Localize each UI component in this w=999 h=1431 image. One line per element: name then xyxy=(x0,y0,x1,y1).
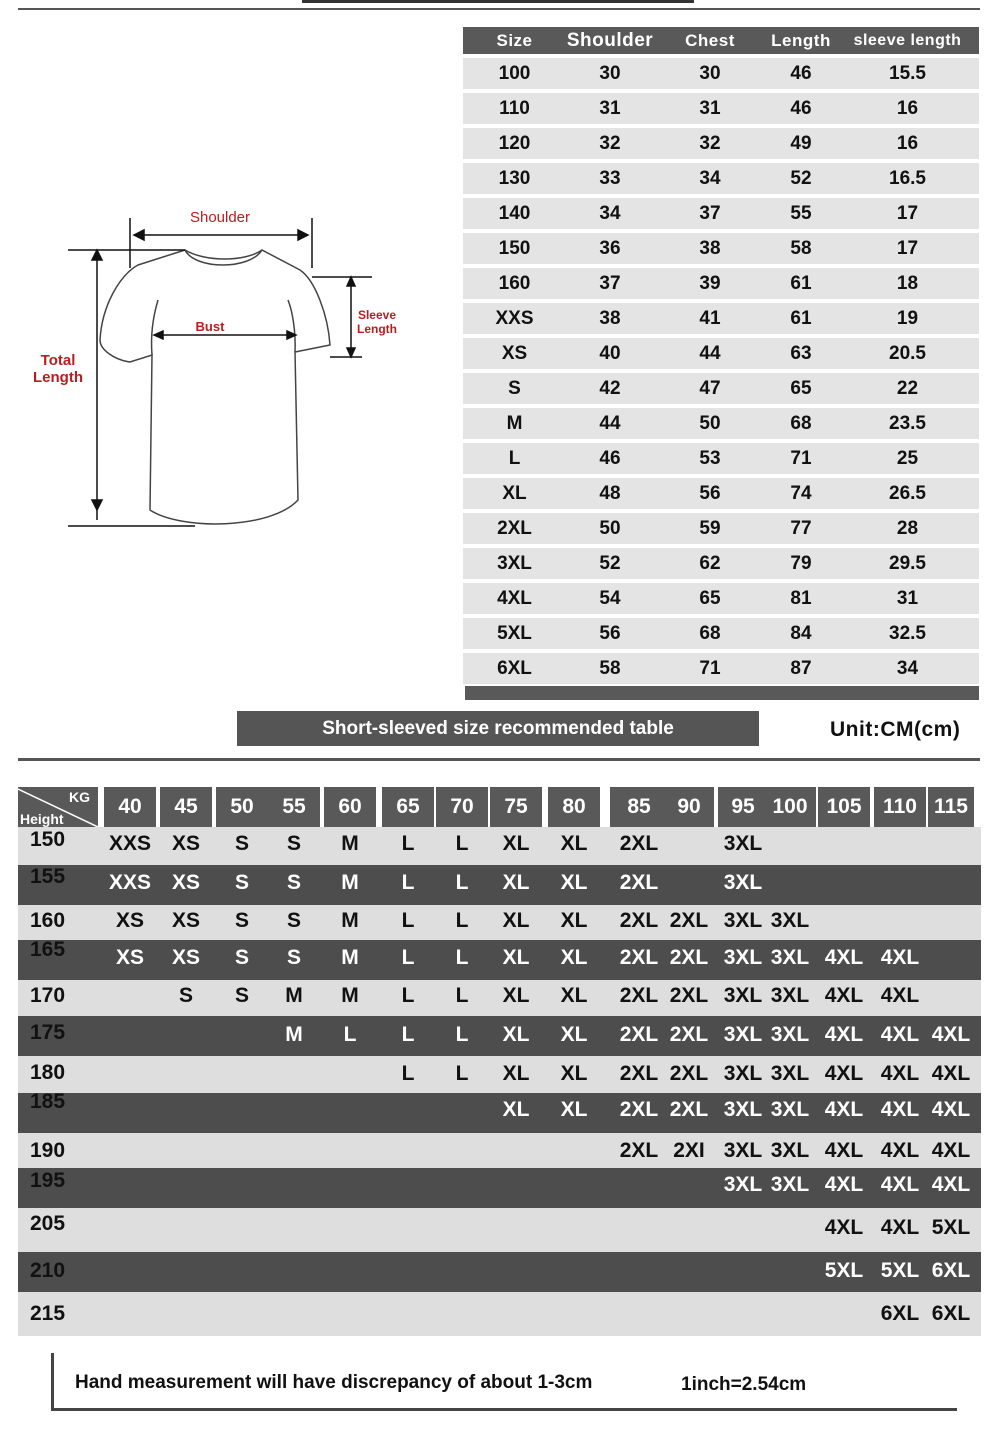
recommended-size: XS xyxy=(171,832,200,855)
recommended-size: XS xyxy=(171,909,200,932)
recommended-size: 4XL xyxy=(824,1098,864,1121)
recommended-size: L xyxy=(455,1062,469,1085)
recommended-size: M xyxy=(341,984,359,1007)
size-table-row xyxy=(463,163,979,198)
recommended-size: 2XL xyxy=(619,1098,659,1121)
size-table-cell: 79 xyxy=(790,552,812,574)
recommended-size: S xyxy=(286,946,301,969)
height-value: 165 xyxy=(30,938,66,961)
size-table-cell: 38 xyxy=(699,237,721,259)
note-bracket-horizontal xyxy=(51,1408,957,1411)
size-table-cell: XS xyxy=(501,342,528,364)
recommended-size: XL xyxy=(560,984,588,1007)
size-table-cell: 34 xyxy=(699,167,721,189)
recommended-size: XS xyxy=(115,909,144,932)
recommended-size: 2XL xyxy=(619,1062,659,1085)
height-value: 175 xyxy=(30,1021,66,1044)
recommended-size: 4XL xyxy=(880,946,920,969)
recommended-size: 2XL xyxy=(619,1139,659,1162)
size-table-cell: 50 xyxy=(699,412,721,434)
mid-divider xyxy=(18,758,980,761)
size-table-cell: 20.5 xyxy=(889,342,926,364)
recommend-row xyxy=(18,1208,981,1252)
recommended-size: XL xyxy=(502,832,530,855)
total-label-line2: Length xyxy=(33,369,83,386)
height-value: 180 xyxy=(30,1061,66,1084)
recommend-row xyxy=(18,865,981,905)
weight-header-cell: 45 xyxy=(160,787,212,827)
recommended-size: L xyxy=(455,946,469,969)
recommended-size: 3XL xyxy=(770,1098,810,1121)
recommended-size: L xyxy=(401,984,415,1007)
recommended-size: 4XL xyxy=(931,1173,971,1196)
recommended-size: L xyxy=(455,871,469,894)
height-value: 170 xyxy=(30,984,66,1007)
size-table-cell: 31 xyxy=(699,97,721,119)
recommended-size: XXS xyxy=(108,871,152,894)
recommended-size: XL xyxy=(502,984,530,1007)
weight-header-cell: 50 xyxy=(216,787,268,827)
weight-header-cell: 55 xyxy=(268,787,320,827)
size-table-cell: 46 xyxy=(790,97,812,119)
size-table-cell: 46 xyxy=(599,447,621,469)
size-table-cell: 48 xyxy=(599,482,621,504)
size-table-cell: 55 xyxy=(790,202,812,224)
size-table-cell: L xyxy=(508,447,521,469)
inch-conversion: 1inch=2.54cm xyxy=(681,1374,807,1395)
recommended-size: S xyxy=(286,871,301,894)
recommended-size: 3XL xyxy=(723,1098,763,1121)
size-table-header-cell: sleeve length xyxy=(853,31,962,49)
recommended-size: L xyxy=(401,909,415,932)
recommended-size: L xyxy=(343,1023,357,1046)
size-table-cell: 22 xyxy=(896,377,919,399)
recommend-row xyxy=(18,827,981,865)
recommended-size: XS xyxy=(115,946,144,969)
recommended-size: 3XL xyxy=(723,871,763,894)
size-table-row xyxy=(463,478,979,513)
recommended-size: 4XL xyxy=(824,946,864,969)
size-table-cell: 140 xyxy=(498,202,531,224)
size-table-cell: 16 xyxy=(896,97,919,119)
recommended-size: 3XL xyxy=(770,984,810,1007)
size-table-cell: 59 xyxy=(699,517,721,539)
recommended-size: 2XL xyxy=(619,946,659,969)
height-value: 150 xyxy=(30,828,66,851)
size-table-cell: 36 xyxy=(599,237,621,259)
recommended-size: 4XL xyxy=(931,1139,971,1162)
recommended-size: 6XL xyxy=(931,1302,971,1325)
recommended-size: 4XL xyxy=(824,1023,864,1046)
size-table-cell: 65 xyxy=(699,587,721,609)
weight-header-cell: 100 xyxy=(764,787,816,827)
size-table-cell: 44 xyxy=(699,342,721,364)
recommended-size: M xyxy=(341,871,359,894)
recommended-size: 4XL xyxy=(824,1139,864,1162)
size-table-cell: 74 xyxy=(790,482,812,504)
size-table-cell: 34 xyxy=(896,657,919,679)
weight-header-cell: 95 xyxy=(718,787,768,827)
recommended-size: 6XL xyxy=(880,1302,920,1325)
size-table-cell: 58 xyxy=(599,657,621,679)
size-table-row xyxy=(463,618,979,653)
recommended-size: 3XL xyxy=(770,1173,810,1196)
recommended-size: XL xyxy=(560,1098,588,1121)
recommended-size: S xyxy=(234,832,249,855)
recommend-row xyxy=(18,940,981,980)
recommended-size: 4XL xyxy=(931,1062,971,1085)
size-table-row xyxy=(463,233,979,268)
recommended-size: 3XL xyxy=(770,909,810,932)
recommend-row xyxy=(18,1090,981,1133)
size-table-cell: 81 xyxy=(790,587,812,609)
weight-header-cell: 80 xyxy=(548,787,600,827)
recommended-size: 4XL xyxy=(880,984,920,1007)
recommended-size: S xyxy=(286,909,301,932)
recommended-size: 4XL xyxy=(824,1173,864,1196)
size-table-cell: 71 xyxy=(699,657,721,679)
recommended-size: XL xyxy=(560,946,588,969)
size-table-cell: 52 xyxy=(599,552,621,574)
recommended-size: 2XL xyxy=(619,909,659,932)
recommended-size: 4XL xyxy=(880,1062,920,1085)
size-table-cell: 16.5 xyxy=(889,167,926,189)
weight-header-cell: 60 xyxy=(324,787,376,827)
recommended-size: M xyxy=(285,984,303,1007)
size-table-cell: 87 xyxy=(790,657,812,679)
recommended-size: M xyxy=(341,909,359,932)
size-table-row xyxy=(463,548,979,583)
shoulder-label: Shoulder xyxy=(189,209,251,226)
size-table-cell: 3XL xyxy=(497,552,532,574)
size-table-row xyxy=(463,303,979,338)
size-table-cell: 32.5 xyxy=(889,622,926,644)
recommended-size: S xyxy=(286,832,301,855)
size-table-cell: 58 xyxy=(790,237,812,259)
recommended-size: XL xyxy=(502,1062,530,1085)
size-table-cell: 25 xyxy=(896,447,919,469)
height-value: 210 xyxy=(30,1259,66,1282)
recommended-size: 3XL xyxy=(723,832,763,855)
size-table-row xyxy=(463,268,979,303)
recommended-size: 3XL xyxy=(723,1173,763,1196)
recommended-size: 4XL xyxy=(880,1139,920,1162)
recommended-size: 4XL xyxy=(824,1216,864,1239)
size-table-header-cell: Size xyxy=(496,30,533,50)
weight-header-cell: 110 xyxy=(874,787,926,827)
recommended-size: XL xyxy=(560,832,588,855)
weight-header-cell: 105 xyxy=(818,787,870,827)
size-table-cell: 56 xyxy=(699,482,721,504)
size-table-row xyxy=(463,373,979,408)
sleeve-label-line1: Sleeve xyxy=(357,308,397,322)
size-table-cell: 30 xyxy=(599,62,621,84)
recommended-size: 3XL xyxy=(770,1062,810,1085)
recommended-size: 2XL xyxy=(669,1023,709,1046)
size-table-cell: 47 xyxy=(699,377,721,399)
size-table-cell: 77 xyxy=(790,517,812,539)
recommended-size: XL xyxy=(560,909,588,932)
recommended-size: S xyxy=(178,984,193,1007)
size-table-row xyxy=(463,128,979,163)
size-table-cell: 33 xyxy=(599,167,621,189)
recommended-size: 4XL xyxy=(880,1098,920,1121)
recommended-size: XXS xyxy=(108,832,152,855)
size-table-row xyxy=(463,198,979,233)
size-table-cell: 37 xyxy=(599,272,621,294)
size-table-row xyxy=(463,58,979,93)
size-table-header xyxy=(463,27,979,54)
size-table-cell: 18 xyxy=(896,272,919,294)
total-label-line1: Total xyxy=(40,352,76,369)
recommend-row xyxy=(18,1292,981,1336)
size-table-cell: 46 xyxy=(790,62,812,84)
recommended-size: M xyxy=(341,832,359,855)
size-table-cell: 54 xyxy=(599,587,621,609)
recommended-size: XS xyxy=(171,946,200,969)
recommended-size: 4XL xyxy=(931,1098,971,1121)
height-value: 155 xyxy=(30,865,66,888)
size-table-row xyxy=(463,583,979,618)
size-table-cell: 63 xyxy=(790,342,812,364)
size-table-cell: 15.5 xyxy=(889,62,926,84)
size-table-row xyxy=(463,443,979,478)
recommended-size: 3XL xyxy=(770,946,810,969)
bust-label: Bust xyxy=(195,319,225,334)
height-value: 215 xyxy=(30,1302,66,1325)
size-table-cell: 2XL xyxy=(497,517,532,539)
header-corner xyxy=(18,787,98,827)
recommended-size: L xyxy=(401,871,415,894)
recommended-size: 2XL xyxy=(669,1062,709,1085)
total-length-label xyxy=(30,352,86,386)
size-table-cell: 49 xyxy=(790,132,812,154)
recommended-size: XS xyxy=(171,871,200,894)
size-table-cell: 28 xyxy=(896,517,919,539)
shirt-diagram xyxy=(30,200,450,540)
recommended-size: 2XL xyxy=(619,832,659,855)
size-table-cell: 71 xyxy=(790,447,812,469)
recommended-size: 2XL xyxy=(669,1098,709,1121)
recommended-size: L xyxy=(401,946,415,969)
tshirt-outline-icon xyxy=(30,200,450,540)
size-table-cell: 41 xyxy=(699,307,721,329)
recommended-size: 2XL xyxy=(669,984,709,1007)
recommended-size: 2XL xyxy=(619,871,659,894)
size-table-cell: 31 xyxy=(896,587,919,609)
size-table-cell: 5XL xyxy=(497,622,532,644)
top-divider xyxy=(18,8,980,10)
recommended-size: 4XL xyxy=(880,1023,920,1046)
size-table-cell: 110 xyxy=(499,97,530,119)
size-table-cell: 6XL xyxy=(497,657,532,679)
recommended-size: XL xyxy=(502,871,530,894)
recommended-size: L xyxy=(455,832,469,855)
size-table-cell: 65 xyxy=(790,377,812,399)
note-bracket-vertical xyxy=(51,1353,54,1411)
size-table-cell: 61 xyxy=(790,307,812,329)
weight-header-cell: 85 xyxy=(610,787,668,827)
size-table-cell: S xyxy=(508,377,521,399)
weight-header-cell: 70 xyxy=(436,787,488,827)
recommend-header xyxy=(18,787,981,827)
size-table-cell: 40 xyxy=(599,342,621,364)
size-table-cell: 68 xyxy=(699,622,721,644)
recommend-row xyxy=(18,1252,981,1292)
recommend-row xyxy=(18,1056,981,1093)
size-table-cell: 84 xyxy=(790,622,812,644)
size-table-cell: 19 xyxy=(896,307,919,329)
recommend-table-banner: Short-sleeved size recommended table xyxy=(237,711,759,746)
size-table-header-cell: Length xyxy=(771,30,831,50)
recommended-size: S xyxy=(234,946,249,969)
recommend-row xyxy=(18,1016,981,1056)
recommended-size: 2XL xyxy=(619,984,659,1007)
height-value: 195 xyxy=(30,1169,66,1192)
size-table-cell: 52 xyxy=(790,167,812,189)
weight-header-cell: 65 xyxy=(382,787,434,827)
weight-header-cell: 90 xyxy=(664,787,714,827)
size-table-row xyxy=(463,408,979,443)
size-table-header-cell: Chest xyxy=(685,30,735,50)
sleeve-label-line2: Length xyxy=(357,322,397,336)
recommended-size: 3XL xyxy=(723,1062,763,1085)
weight-header-cell: 40 xyxy=(104,787,156,827)
size-table-cell: 4XL xyxy=(497,587,532,609)
recommended-size: 2XL xyxy=(669,946,709,969)
recommended-size: L xyxy=(401,1062,415,1085)
recommended-size: 3XL xyxy=(723,946,763,969)
size-table-row xyxy=(463,93,979,128)
recommended-size: S xyxy=(234,909,249,932)
measurement-note: Hand measurement will have discrepancy of about 1-3cm xyxy=(75,1372,593,1393)
size-table-cell: 50 xyxy=(599,517,621,539)
recommended-size: 3XL xyxy=(723,1139,763,1162)
recommended-size: 2XL xyxy=(669,909,709,932)
size-table-row xyxy=(463,653,979,688)
weight-header-cell: 75 xyxy=(490,787,542,827)
recommended-size: 5XL xyxy=(824,1259,864,1282)
recommended-size: L xyxy=(401,1023,415,1046)
size-table-cell: 61 xyxy=(790,272,812,294)
recommended-size: 5XL xyxy=(931,1216,971,1239)
size-table xyxy=(463,27,979,688)
recommend-row xyxy=(18,980,981,1016)
recommend-row xyxy=(18,1133,981,1168)
recommended-size: S xyxy=(234,984,249,1007)
size-table-cell: 160 xyxy=(498,272,531,294)
size-table-cell: 31 xyxy=(599,97,621,119)
recommended-size: XL xyxy=(560,1062,588,1085)
recommend-row xyxy=(18,905,981,940)
size-table-cell: 120 xyxy=(498,132,531,154)
size-table-cell: 38 xyxy=(599,307,621,329)
recommend-row xyxy=(18,1168,981,1208)
recommended-size: M xyxy=(341,946,359,969)
recommended-size: 5XL xyxy=(880,1259,920,1282)
size-table-row xyxy=(463,338,979,373)
top-divider-bar xyxy=(302,0,694,3)
recommended-size: XL xyxy=(502,909,530,932)
size-table-cell: 42 xyxy=(599,377,621,399)
size-table-cell: 150 xyxy=(498,237,531,259)
size-table-cell: 32 xyxy=(599,132,621,154)
size-table-footer-bar xyxy=(465,686,979,700)
size-table-cell: 100 xyxy=(498,62,531,84)
recommended-size: 4XL xyxy=(880,1173,920,1196)
recommended-size: 4XL xyxy=(824,984,864,1007)
height-value: 160 xyxy=(30,909,66,932)
recommended-size: M xyxy=(285,1023,303,1046)
recommended-size: 3XL xyxy=(723,909,763,932)
recommended-size: L xyxy=(455,909,469,932)
size-table-cell: 34 xyxy=(599,202,621,224)
recommended-size: 4XL xyxy=(880,1216,920,1239)
recommended-size: 4XL xyxy=(931,1023,971,1046)
height-value: 185 xyxy=(30,1090,66,1113)
size-table-cell: 29.5 xyxy=(889,552,926,574)
recommended-size: 3XL xyxy=(770,1023,810,1046)
size-table-row xyxy=(463,513,979,548)
recommended-size: 3XL xyxy=(770,1139,810,1162)
recommended-size: L xyxy=(401,832,415,855)
size-table-cell: XL xyxy=(502,482,527,504)
size-table-cell: 130 xyxy=(498,167,531,189)
recommended-size: 4XL xyxy=(824,1062,864,1085)
size-table-cell: 16 xyxy=(896,132,919,154)
recommended-size: L xyxy=(455,1023,469,1046)
kg-label: KG xyxy=(69,789,90,805)
size-table-cell: 26.5 xyxy=(889,482,926,504)
recommended-size: XL xyxy=(502,946,530,969)
unit-label: Unit:CM(cm) xyxy=(830,718,961,741)
recommended-size: XL xyxy=(502,1098,530,1121)
size-table-cell: XXS xyxy=(495,307,534,329)
height-label: Height xyxy=(20,811,64,827)
size-table-cell: 39 xyxy=(699,272,721,294)
recommended-size: S xyxy=(234,871,249,894)
size-table-cell: 17 xyxy=(896,202,919,224)
size-table-cell: M xyxy=(506,412,523,434)
size-table-cell: 32 xyxy=(699,132,721,154)
size-table-cell: 30 xyxy=(699,62,721,84)
size-table-cell: 23.5 xyxy=(889,412,926,434)
size-table-cell: 68 xyxy=(790,412,812,434)
size-table-cell: 56 xyxy=(599,622,621,644)
size-table-cell: 62 xyxy=(699,552,721,574)
recommended-size: 2XI xyxy=(673,1139,705,1162)
recommended-size: L xyxy=(455,984,469,1007)
height-value: 190 xyxy=(30,1139,66,1162)
recommended-size: 3XL xyxy=(723,1023,763,1046)
recommended-size: XL xyxy=(560,871,588,894)
recommended-size: 6XL xyxy=(931,1259,971,1282)
size-table-cell: 17 xyxy=(896,237,919,259)
sleeve-length-label xyxy=(352,308,402,336)
recommended-size: 2XL xyxy=(619,1023,659,1046)
size-table-cell: 37 xyxy=(699,202,721,224)
weight-header-cell: 115 xyxy=(928,787,974,827)
size-table-cell: 53 xyxy=(699,447,721,469)
height-value: 205 xyxy=(30,1212,66,1235)
size-table-cell: 44 xyxy=(599,412,621,434)
recommended-size: XL xyxy=(560,1023,588,1046)
recommended-size: 3XL xyxy=(723,984,763,1007)
size-table-header-cell: Shoulder xyxy=(566,29,654,51)
recommended-size: XL xyxy=(502,1023,530,1046)
